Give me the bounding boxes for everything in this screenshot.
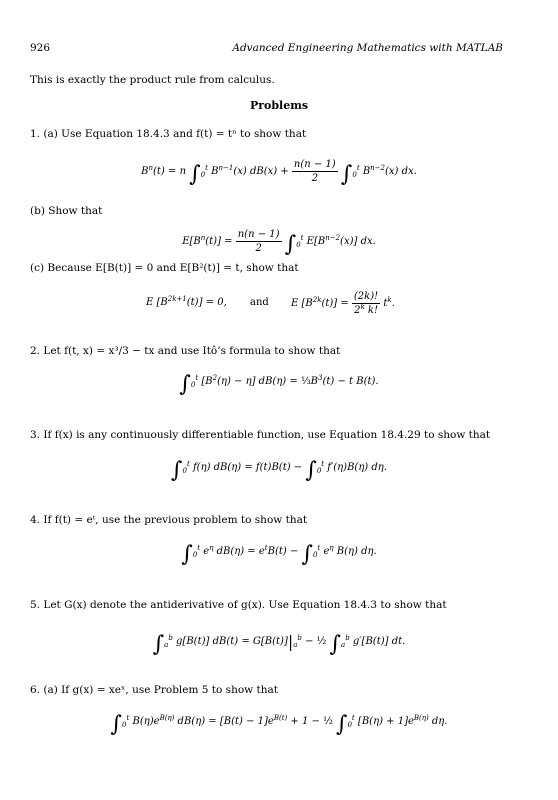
problem-1a-text: 1. (a) Use Equation 18.4.3 and f(t) = tⁿ to show that: [30, 128, 307, 140]
intro-text: This is exactly the product rule from calculus.: [30, 74, 275, 86]
problem-1c-equation-odd: E $[B^{2k+1}(t)] = 0$,: [146, 295, 227, 308]
problem-6a-equation: $\int_0^t$ $B(\eta)e^{B(\eta)}$ $dB(\eta) = [B(t) - 1]e^{B(t)} + 1$ − ½ $\int_0^t$ $[B(\eta) + 1]e^{B(\eta)}$ dη.: [110, 712, 448, 737]
problem-2-text: 2. Let f(t, x) = x³/3 − tx and use Itô’s formula to show that: [30, 345, 341, 357]
and-word: and: [250, 297, 269, 308]
problem-3-equation: $\int_0^t$ f(η) $dB(\eta) = f(t)B(t) - \int_0^t$ f′(η)B(η) dη.: [171, 458, 387, 483]
problem-1c-equation-even: E $[B^{2k}(t)]$ = $\frac{(2k)!}{2^k k!}$ $t^k$.: [291, 291, 395, 316]
problem-5-equation: $\int_a^b$ g[B(t)] $dB(t) = G[B(t)]|_a^b$ − ½ $\int_a^b$ g′[B(t)] dt.: [152, 632, 406, 657]
problem-1a-equation: $B^n(t) = n$ $\int_0^t$ $B^{n-1}(x) dB(x)$ + $\frac{n(n - 1)}{2}$ $\int_0^t$ $B^{n-2}(x)$ dx.: [141, 159, 417, 187]
problem-4-equation: $\int_0^t$ $e^\eta$ $dB(\eta) = e^tB(t) - \int_0^t$ $e^\eta$ B(η) dη.: [181, 542, 377, 567]
problem-4-text: 4. If f(t) = eᵗ, use the previous problem to show that: [30, 514, 308, 526]
problem-3-text: 3. If f(x) is any continuously differentiable function, use Equation 18.4.29 to show that: [30, 429, 491, 441]
problem-6a-text: 6. (a) If g(x) = xeˣ, use Problem 5 to show that: [30, 684, 278, 696]
problem-2-equation: $\int_0^t$ $[B^2(\eta) - \eta] dB(\eta)$ = $\frac{1}{3}B^3(t) - t$ B(t).: [179, 372, 379, 397]
problem-1b-text: (b) Show that: [30, 205, 103, 217]
problem-1b-equation: $E[B^n(t)]$ = $\frac{n(n - 1)}{2}$ $\int_0^t$ $E[B^{n-2}(x)]$ dx.: [182, 229, 376, 257]
section-title: Problems: [249, 99, 309, 112]
problem-5-text: 5. Let G(x) denote the antiderivative of g(x). Use Equation 18.4.3 to show that: [30, 599, 447, 611]
page-number: 926: [30, 42, 51, 54]
problem-1c-text: (c) Because E[B(t)] = 0 and E[B²(t)] = t, show that: [30, 262, 299, 274]
running-header-title: Advanced Engineering Mathematics with MATLAB: [232, 42, 503, 54]
